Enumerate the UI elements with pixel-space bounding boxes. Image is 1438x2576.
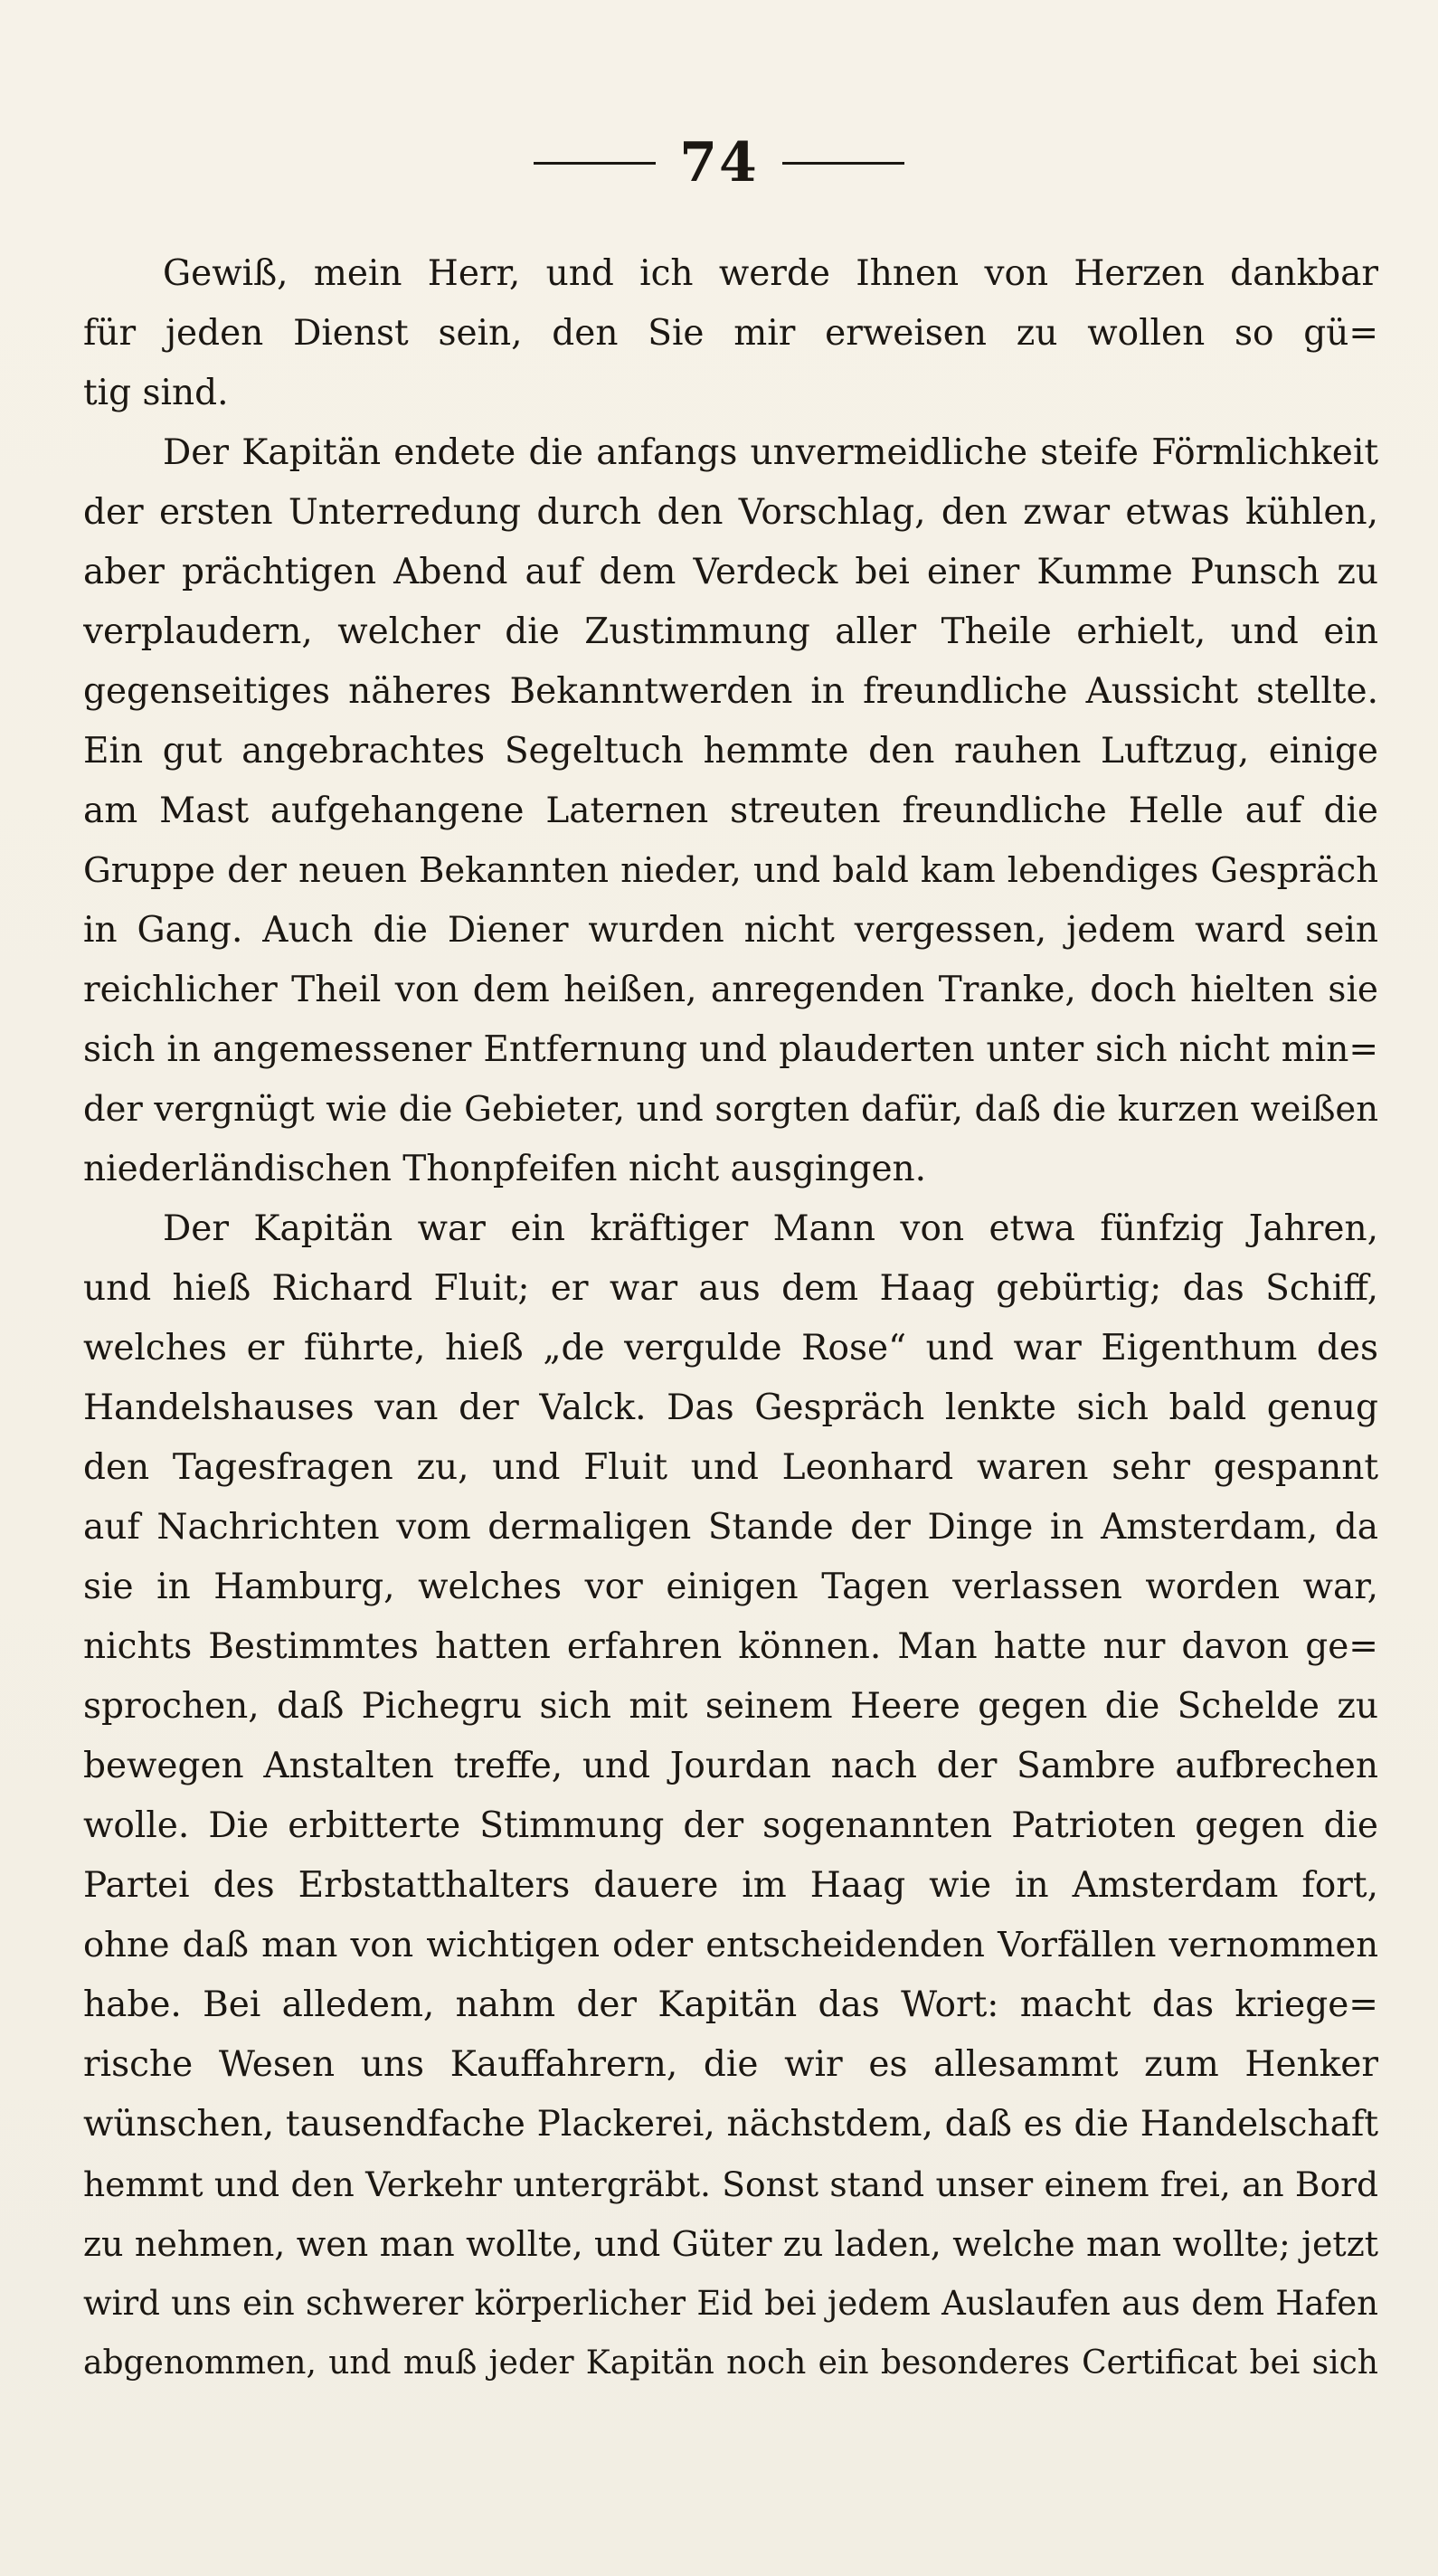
text-line: sie in Hamburg, welches vor einigen Tagen verlassen worden war, — [83, 1567, 1378, 1607]
text-line: welches er führte, hieß „de vergulde Rose“ und war Eigenthum des — [83, 1328, 1378, 1368]
text-line: sich in angemessener Entfernung und plauderten unter sich nicht min= — [83, 1029, 1378, 1070]
text-line: ohne daß man von wichtigen oder entscheidenden Vorfällen vernommen — [83, 1925, 1378, 1965]
text-line: Handelshauses van der Valck. Das Gespräch lenkte sich bald genug — [83, 1387, 1378, 1428]
text-line: reichlicher Theil von dem heißen, anregenden Tranke, doch hielten sie — [83, 970, 1378, 1010]
text-line: niederländischen Thonpfeifen nicht ausgingen. — [83, 1149, 927, 1189]
text-line: am Mast aufgehangene Laternen streuten freundliche Helle auf die — [83, 791, 1378, 831]
text-line: in Gang. Auch die Diener wurden nicht vergessen, jedem ward sein — [83, 910, 1378, 951]
text-line: der ersten Unterredung durch den Vorschlag, den zwar etwas kühlen, — [83, 492, 1378, 533]
page-header — [0, 131, 1438, 194]
page-number: 74 — [679, 131, 759, 194]
text-line: bewegen Anstalten treffe, und Jourdan nach der Sambre aufbrechen — [83, 1746, 1378, 1786]
text-line: wird uns ein schwerer körperlicher Eid bei jedem Auslaufen aus dem Hafen — [83, 2284, 1378, 2323]
text-line: und hieß Richard Fluit; er war aus dem Haag gebürtig; das Schiff, — [83, 1268, 1378, 1309]
text-line: sprochen, daß Pichegru sich mit seinem Heere gegen die Schelde zu — [83, 1686, 1378, 1727]
text-line: abgenommen, und muß jeder Kapitän noch ein besonderes Certificat bei sich — [83, 2344, 1378, 2382]
text-line: für jeden Dienst sein, den Sie mir erweisen zu wollen so gü= — [83, 313, 1378, 354]
text-line: nichts Bestimmtes hatten erfahren können. Man hatte nur davon ge= — [83, 1626, 1378, 1667]
text-line: Ein gut angebrachtes Segeltuch hemmte den rauhen Luftzug, einige — [83, 731, 1378, 772]
text-line: hemmt und den Verkehr untergräbt. Sonst stand unser einem frei, an Bord — [83, 2164, 1378, 2204]
text-line: zu nehmen, wen man wollte, und Güter zu laden, welche man wollte; jetzt — [83, 2224, 1378, 2264]
text-line: gegenseitiges näheres Bekanntwerden in freundliche Aussicht stellte. — [83, 671, 1378, 712]
text-line: auf Nachrichten vom dermaligen Stande der Dinge in Amsterdam, da — [83, 1507, 1378, 1548]
body-text — [83, 244, 1378, 2393]
text-line: wünschen, tausendfache Plackerei, nächstdem, daß es die Handelschaft — [83, 2104, 1378, 2145]
text-line: Gewiß, mein Herr, und ich werde Ihnen von Herzen dankbar — [163, 253, 1378, 294]
header-rule-right — [782, 162, 904, 165]
text-line: Der Kapitän endete die anfangs unvermeidliche steife Förmlichkeit — [163, 432, 1378, 473]
text-line: Gruppe der neuen Bekannten nieder, und bald kam lebendiges Gespräch — [83, 850, 1378, 891]
text-line: Partei des Erbstatthalters dauere im Haag wie in Amsterdam fort, — [83, 1865, 1378, 1906]
text-line: aber prächtigen Abend auf dem Verdeck bei einer Kumme Punsch zu — [83, 552, 1378, 592]
text-line: habe. Bei alledem, nahm der Kapitän das Wort: macht das kriege= — [83, 1984, 1378, 2025]
header-rule-left — [534, 162, 656, 165]
text-line: verplaudern, welcher die Zustimmung aller Theile erhielt, und ein — [83, 611, 1378, 652]
text-line: den Tagesfragen zu, und Fluit und Leonhard waren sehr gespannt — [83, 1447, 1378, 1488]
text-line: der vergnügt wie die Gebieter, und sorgten dafür, daß die kurzen weißen — [83, 1089, 1378, 1130]
text-line: rische Wesen uns Kauffahrern, die wir es allesammt zum Henker — [83, 2044, 1378, 2085]
text-line: Der Kapitän war ein kräftiger Mann von etwa fünfzig Jahren, — [163, 1208, 1378, 1249]
text-line: tig sind. — [83, 373, 229, 413]
text-line: wolle. Die erbitterte Stimmung der sogenannten Patrioten gegen die — [83, 1805, 1378, 1846]
